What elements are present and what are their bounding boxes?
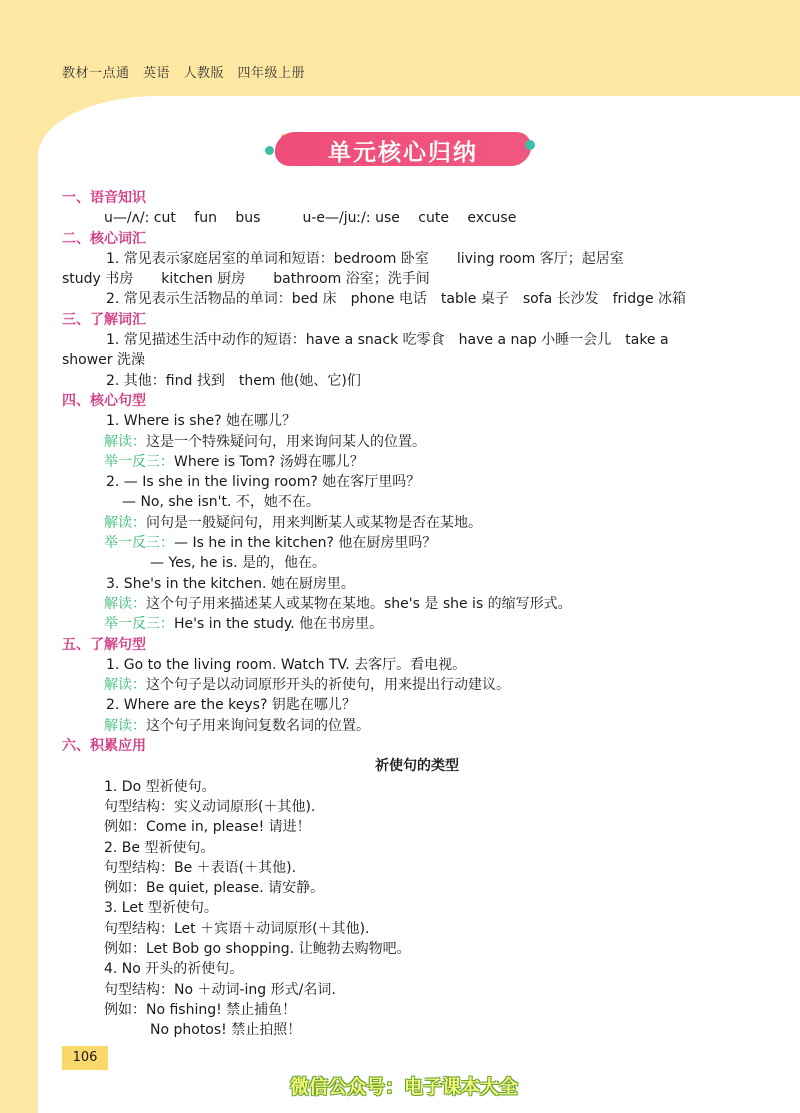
text-line <box>62 1020 752 1040</box>
text-line <box>62 289 752 309</box>
line-text: 这是一个特殊疑问句，用来询问某人的位置。 <box>146 433 426 450</box>
text-line <box>62 614 752 634</box>
line-text: 这个句子用来询问复数名词的位置。 <box>146 717 370 734</box>
text-line <box>62 432 752 452</box>
running-header: 教材一点通 英语 人教版 四年级上册 <box>62 66 306 81</box>
text-line <box>62 371 752 391</box>
line-text: 2. 其他：find 找到 them 他(她、它)们 <box>106 372 361 389</box>
text-line <box>62 817 752 837</box>
line-text: 2. — Is she in the living room? 她在客厅里吗？ <box>106 474 421 491</box>
line-text: — Is he in the kitchen? 他在厨房里吗？ <box>174 535 437 552</box>
text-line <box>62 330 752 350</box>
text-line <box>62 959 752 979</box>
line-text: 1. Go to the living room. Watch TV. 去客厅。看电视。 <box>106 656 467 673</box>
text-line <box>62 858 752 878</box>
line-text: 六、积累应用 <box>62 738 146 755</box>
line-text: 1. 常见描述生活中动作的短语：have a snack 吃零食 have a nap 小睡一会儿 take a <box>106 332 669 349</box>
hint-label: 解读： <box>104 677 146 694</box>
line-text: — Yes, he is. 是的，他在。 <box>150 555 326 572</box>
text-line <box>62 898 752 918</box>
line-text: 例如：Let Bob go shopping. 让鲍勃去购物吧。 <box>104 940 411 957</box>
section-heading <box>62 188 752 208</box>
line-text: 这个句子用来描述某人或某物在某地。she's 是 she is 的缩写形式。 <box>146 595 572 612</box>
line-text: 3. She's in the kitchen. 她在厨房里。 <box>106 575 355 592</box>
line-text: 四、核心句型 <box>62 392 146 409</box>
line-text: 三、了解词汇 <box>62 311 146 328</box>
subsection-title <box>62 756 752 776</box>
text-line <box>62 350 752 370</box>
line-text: shower 洗澡 <box>62 352 146 369</box>
text-line <box>62 797 752 817</box>
text-line <box>62 716 752 736</box>
line-text: 句型结构：实义动词原形(＋其他). <box>104 798 316 815</box>
text-line <box>62 695 752 715</box>
text-line <box>62 553 752 573</box>
text-line <box>62 655 752 675</box>
section-heading <box>62 229 752 249</box>
line-text: — No, she isn't. 不，她不在。 <box>122 494 320 511</box>
line-text: 例如：Come in, please! 请进！ <box>104 819 311 836</box>
line-text: 2. Be 型祈使句。 <box>104 839 215 856</box>
section-banner <box>263 130 543 170</box>
text-line <box>62 533 752 553</box>
line-text: study 书房 kitchen 厨房 bathroom 浴室；洗手间 <box>62 271 430 288</box>
text-line <box>62 492 752 512</box>
footer-watermark: 微信公众号：电子课本大全 <box>289 1076 518 1098</box>
text-line <box>62 594 752 614</box>
line-text: 2. Where are the keys? 钥匙在哪儿？ <box>106 697 356 714</box>
text-line <box>62 675 752 695</box>
text-line <box>62 939 752 959</box>
text-line <box>62 472 752 492</box>
summary-content <box>62 188 752 1040</box>
line-text: 例如：Be quiet, please. 请安静。 <box>104 880 325 897</box>
line-text: 3. Let 型祈使句。 <box>104 900 218 917</box>
line-text: 1. Where is she? 她在哪儿？ <box>106 413 296 430</box>
section-heading <box>62 635 752 655</box>
line-text: 句型结构：Let ＋宾语＋动词原形(＋其他). <box>104 920 370 937</box>
line-text: 4. No 开头的祈使句。 <box>104 961 244 978</box>
text-line <box>62 513 752 533</box>
hint-label: 解读： <box>104 433 146 450</box>
line-text: He's in the study. 他在书房里。 <box>174 616 384 633</box>
section-heading <box>62 736 752 756</box>
line-text: 例如：No fishing! 禁止捕鱼！ <box>104 1001 297 1018</box>
text-line <box>62 919 752 939</box>
text-line <box>62 980 752 1000</box>
text-line <box>62 411 752 431</box>
line-text: No photos! 禁止拍照！ <box>150 1022 302 1039</box>
hint-label: 解读： <box>104 717 146 734</box>
line-text: 五、了解句型 <box>62 636 146 653</box>
text-line <box>62 249 752 269</box>
hint-label: 举一反三： <box>104 616 174 633</box>
line-text: 句型结构：Be ＋表语(＋其他). <box>104 859 297 876</box>
line-text: 二、核心词汇 <box>62 230 146 247</box>
text-line <box>62 269 752 289</box>
text-line <box>62 838 752 858</box>
text-line <box>62 878 752 898</box>
text-line <box>62 574 752 594</box>
text-line <box>62 452 752 472</box>
line-text: 2. 常见表示生活物品的单词：bed 床 phone 电话 table 桌子 sofa 长沙发 fridge 冰箱 <box>106 291 687 308</box>
line-text: 1. Do 型祈使句。 <box>104 778 216 795</box>
section-heading <box>62 391 752 411</box>
line-text: 1. 常见表示家庭居室的单词和短语：bedroom 卧室 living room 客厅；起居室 <box>106 250 624 267</box>
hint-label: 举一反三： <box>104 453 174 470</box>
hint-label: 举一反三： <box>104 535 174 552</box>
hint-label: 解读： <box>104 514 146 531</box>
banner-title: 单元核心归纳 <box>328 140 478 166</box>
line-text: 这个句子是以动词原形开头的祈使句，用来提出行动建议。 <box>146 677 510 694</box>
hint-label: 解读： <box>104 595 146 612</box>
line-text: Where is Tom? 汤姆在哪儿？ <box>174 453 364 470</box>
text-line <box>62 208 752 228</box>
text-line <box>62 777 752 797</box>
section-heading <box>62 310 752 330</box>
line-text: 祈使句的类型 <box>375 758 459 775</box>
page-number: 106 <box>62 1046 108 1070</box>
text-line <box>62 1000 752 1020</box>
line-text: u—/ʌ/: cut fun bus u-e—/juː/: use cute excuse <box>104 210 517 227</box>
line-text: 句型结构：No ＋动词-ing 形式/名词. <box>104 981 336 998</box>
line-text: 一、语音知识 <box>62 190 146 206</box>
line-text: 问句是一般疑问句，用来判断某人或某物是否在某地。 <box>146 514 482 531</box>
